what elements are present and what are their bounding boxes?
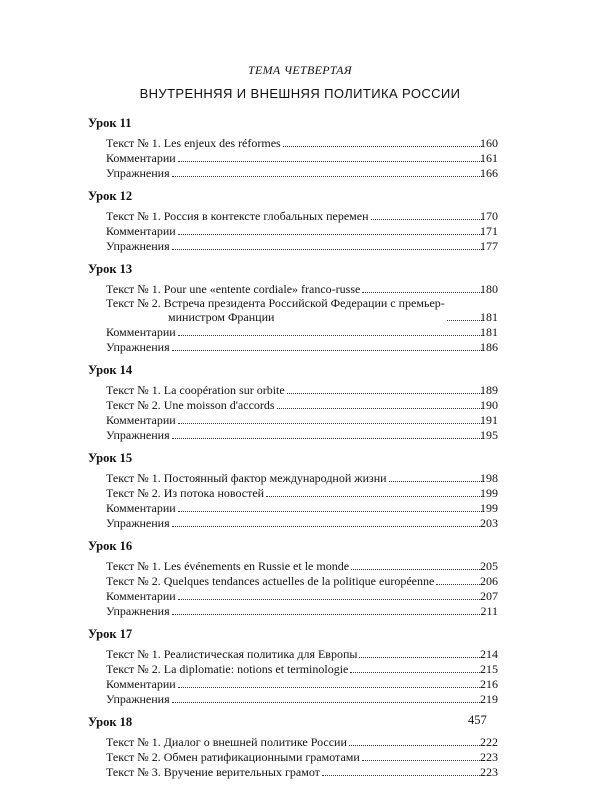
toc-entry-text: Упражнения [106, 239, 170, 253]
toc-entry [106, 646, 498, 661]
toc-page-number: 190 [480, 398, 498, 412]
toc-entry-text-group [106, 296, 447, 324]
toc-entry-text: Текст № 1. Les enjeux des réformes [106, 136, 281, 150]
toc-entry-text: Упражнения [106, 340, 170, 354]
toc-entry [106, 515, 498, 530]
toc-entry [106, 382, 498, 397]
toc-entry-text: Текст № 2. Quelques tendances actuelles de la politique européenne [106, 574, 435, 588]
toc-entry-text: Упражнения [106, 516, 170, 530]
toc-page-number: 205 [480, 559, 498, 573]
toc-entry-text: Текст № 1. Россия в контексте глобальных перемен [106, 209, 369, 223]
toc-page-number: 161 [480, 151, 498, 165]
toc-entry-text: Комментарии [106, 151, 176, 165]
toc-entry-text: Упражнения [106, 692, 170, 706]
toc-page-number: 191 [480, 413, 498, 427]
toc-entry-text: Текст № 1. La coopération sur orbite [106, 383, 285, 397]
toc-entry [106, 485, 498, 500]
toc-entry-text: Текст № 1. Les événements en Russie et le monde [106, 559, 350, 573]
toc-entry [106, 223, 498, 238]
toc-entry-text: Текст № 2. La diplomatie: notions et terminologie [106, 662, 349, 676]
dot-leader [178, 599, 484, 600]
toc-entry-text: Текст № 1. Pour une «entente cordiale» franco-russe [106, 282, 361, 296]
lesson-block [88, 624, 498, 706]
toc-page-number: 219 [480, 692, 498, 706]
toc-page-number: 189 [480, 383, 498, 397]
lesson-title: Урок 14 [88, 363, 133, 377]
toc-page-number: 186 [480, 340, 498, 354]
toc-entry [106, 573, 498, 588]
toc-entry-text: Комментарии [106, 224, 176, 238]
lesson-title: Урок 18 [88, 715, 133, 729]
toc-page-number: 206 [480, 574, 498, 588]
toc-page-number: 215 [480, 662, 498, 676]
toc-entry-text: Упражнения [106, 166, 170, 180]
toc-entry [106, 165, 498, 180]
toc-entry [106, 238, 498, 253]
lesson-block [88, 448, 498, 530]
table-of-contents [88, 113, 498, 785]
lesson-title: Урок 16 [88, 539, 133, 553]
toc-entry [106, 397, 498, 412]
toc-entry-text: Комментарии [106, 677, 176, 691]
toc-page-number: 211 [480, 604, 498, 618]
toc-entry [106, 150, 498, 165]
dot-leader [172, 526, 484, 527]
dot-leader [172, 176, 484, 177]
lesson-title: Урок 15 [88, 451, 133, 465]
toc-entry-text: Текст № 1. Диалог о внешней политике России [106, 735, 347, 749]
lesson-title: Урок 17 [88, 627, 133, 641]
toc-entry-text: Текст № 3. Вручение верительных грамот [106, 765, 320, 779]
toc-page-number: 166 [480, 166, 498, 180]
lesson-block [88, 712, 498, 779]
toc-entry-text: Упражнения [106, 604, 170, 618]
toc-entry-text: Комментарии [106, 413, 176, 427]
toc-entry-text-continued: министром Франции [168, 310, 275, 324]
dot-leader [178, 234, 484, 235]
toc-page-number: 207 [480, 589, 498, 603]
dot-leader [266, 496, 484, 497]
page-number: 457 [468, 713, 487, 727]
toc-page-number: 214 [480, 647, 498, 661]
toc-page-number: 222 [480, 735, 498, 749]
toc-page-number: 181 [480, 310, 498, 324]
lesson-block [88, 186, 498, 253]
toc-entry [106, 470, 498, 485]
toc-entry [106, 281, 498, 296]
toc-entry [106, 135, 498, 150]
dot-leader [287, 393, 484, 394]
dot-leader [172, 350, 484, 351]
section-title: ВНУТРЕННЯЯ И ВНЕШНЯЯ ПОЛИТИКА РОССИИ [139, 86, 461, 101]
dot-leader [277, 408, 484, 409]
toc-entry [106, 734, 498, 749]
lesson-block [88, 360, 498, 442]
toc-page-number: 223 [480, 750, 498, 764]
dot-leader [283, 146, 484, 147]
lesson-block [88, 259, 498, 354]
toc-entry [106, 324, 498, 339]
toc-page-number: 199 [480, 486, 498, 500]
lesson-title: Урок 12 [88, 189, 133, 203]
toc-entry-text: Текст № 2. Обмен ратификационными грамотами [106, 750, 360, 764]
toc-entry [106, 691, 498, 706]
toc-entry-text: Текст № 2. Встреча президента Российской Федерации с премьер- [106, 296, 445, 310]
dot-leader [178, 423, 484, 424]
toc-entry-text: Текст № 1. Реалистическая политика для Европы [106, 647, 358, 661]
toc-page-number: 171 [480, 224, 498, 238]
toc-entry-text: Комментарии [106, 501, 176, 515]
dot-leader [172, 702, 484, 703]
toc-entry [106, 339, 498, 354]
toc-entry [106, 764, 498, 779]
toc-entry [106, 500, 498, 515]
lesson-block [88, 113, 498, 180]
toc-entry-text: Текст № 2. Из потока новостей [106, 486, 265, 500]
toc-page-number: 198 [480, 471, 498, 485]
toc-entry [106, 749, 498, 764]
toc-page-number: 170 [480, 209, 498, 223]
toc-entry-text: Текст № 2. Une moisson d'accords [106, 398, 275, 412]
toc-entry [106, 588, 498, 603]
toc-entry [106, 208, 498, 223]
toc-page-number: 223 [480, 765, 498, 779]
toc-entry-text: Комментарии [106, 589, 176, 603]
toc-page-number: 203 [480, 516, 498, 530]
toc-entry [106, 558, 498, 573]
toc-entry [106, 296, 498, 324]
dot-leader [178, 161, 484, 162]
toc-page-number: 216 [480, 677, 498, 691]
toc-entry-text: Упражнения [106, 428, 170, 442]
toc-page-number: 160 [480, 136, 498, 150]
toc-page-number: 199 [480, 501, 498, 515]
dot-leader [172, 614, 484, 615]
toc-entry [106, 661, 498, 676]
lesson-title: Урок 11 [88, 116, 132, 130]
dot-leader [172, 249, 484, 250]
toc-entry [106, 412, 498, 427]
toc-page-number: 195 [480, 428, 498, 442]
toc-page-number: 181 [480, 325, 498, 339]
toc-entry [106, 427, 498, 442]
lesson-title: Урок 13 [88, 262, 133, 276]
toc-entry [106, 676, 498, 691]
toc-entry-text: Текст № 1. Постоянный фактор международной жизни [106, 471, 387, 485]
dot-leader [172, 438, 484, 439]
toc-entry [106, 603, 498, 618]
toc-entry-text: Комментарии [106, 325, 176, 339]
toc-page-number: 177 [480, 239, 498, 253]
theme-heading: ТЕМА ЧЕТВЕРТАЯ [248, 63, 352, 77]
dot-leader [178, 511, 484, 512]
lesson-block [88, 536, 498, 618]
dot-leader [178, 335, 484, 336]
toc-page-number: 180 [480, 282, 498, 296]
dot-leader [178, 687, 484, 688]
